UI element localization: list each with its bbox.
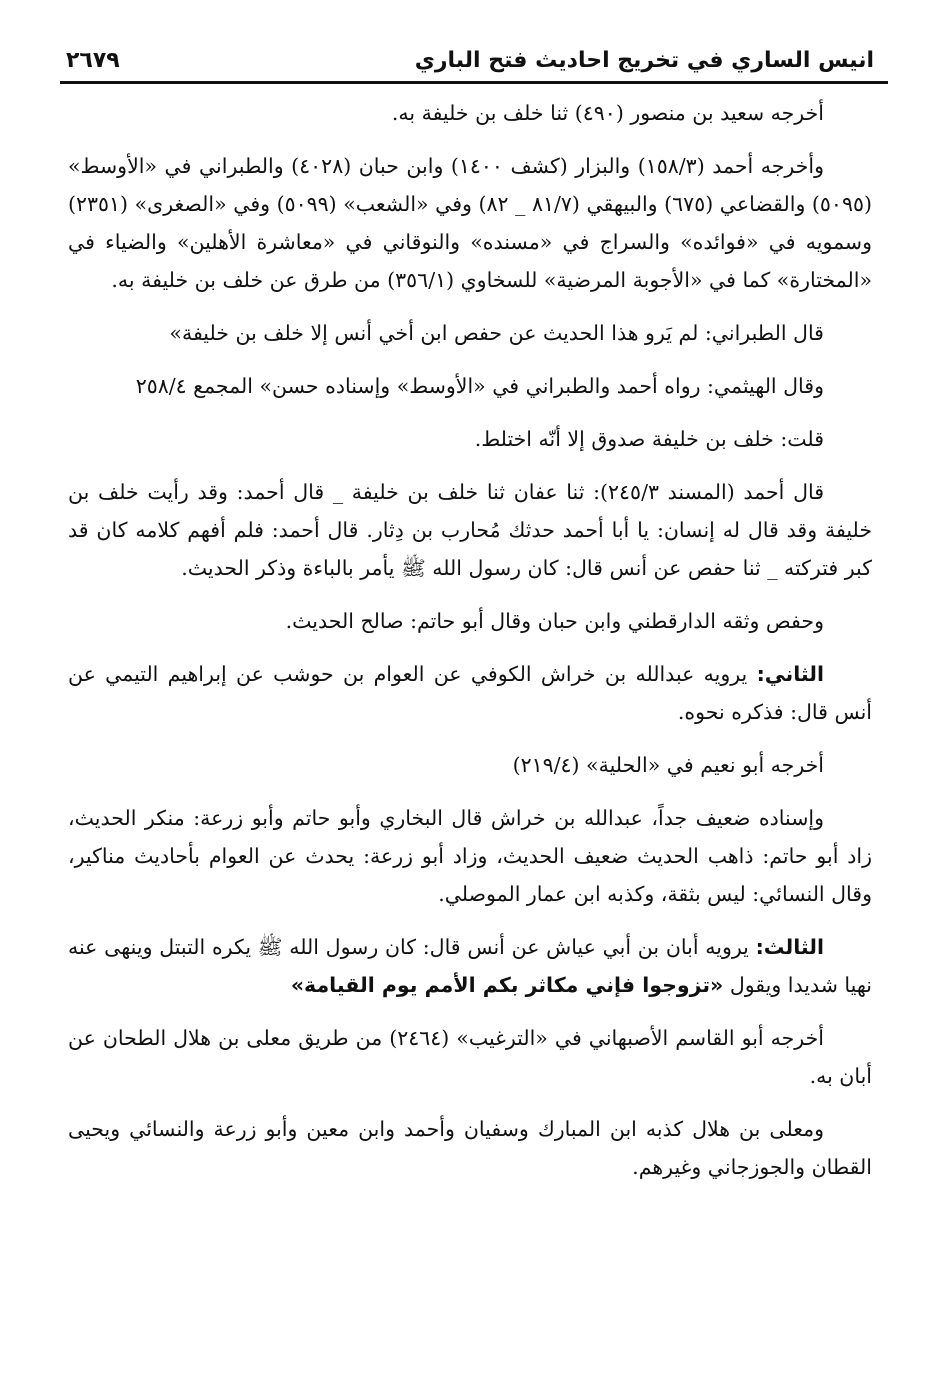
paragraph (68, 928, 872, 1004)
paragraph-text: يرويه عبدالله بن خراش الكوفي عن العوام بن حوشب عن إبراهيم التيمي عن أنس قال: فذكره نحوه. (68, 662, 872, 724)
paragraph (68, 473, 872, 587)
section-lead: الثالث: (755, 935, 824, 959)
paragraph (68, 746, 872, 784)
paragraph-text: وأخرجه أحمد (١٥٨/٣) والبزار (كشف ١٤٠٠) وابن حبان (٤٠٢٨) والطبراني في «الأوسط» (٥٠٩٥) والقضاعي (٦٧٥) والبيهقي (٨١/٧ _ ٨٢) وفي «الشعب» (٥٠٩٩) وفي «الصغرى» (٢٣٥١) وسمويه في «فوائده» والسراج في «مسنده» والنوقاني في «معاشرة الأهلين» والضياء في «المختارة» كما في «الأجوبة المرضية» للسخاوي (٣٥٦/١) من طرق عن خلف بن خليفة به. (68, 154, 872, 292)
paragraph-text: وإسناده ضعيف جداً، عبدالله بن خراش قال البخاري وأبو حاتم وأبو زرعة: منكر الحديث، زاد أبو حاتم: ذاهب الحديث ضعيف الحديث، وزاد أبو زرعة: يحدث عن العوام بأحاديث مناكير، وقال النسائي: ليس بثقة، وكذبه ابن عمار الموصلي. (68, 806, 872, 906)
paragraph-text: قلت: خلف بن خليفة صدوق إلا أنّه اختلط. (474, 427, 824, 451)
paragraph-text: يرويه أبان بن أبي عياش عن أنس قال: كان رسول الله ﷺ يكره التبتل وينهى عنه نهيا شديدا ويقول (68, 935, 872, 997)
paragraph-text: قال الطبراني: لم يَرو هذا الحديث عن حفص ابن أخي أنس إلا خلف بن خليفة» (169, 321, 824, 345)
paragraph (68, 799, 872, 913)
paragraph-text: قال أحمد (المسند ٢٤٥/٣): ثنا عفان ثنا خلف بن خليفة _ قال أحمد: وقد رأيت خلف بن خليفة وقد قال له إنسان: يا أبا أحمد حدثك مُحارب بن دِثار. قال أحمد: فلم أفهم كلامه كان قد كبر فتركته _ ثنا حفص عن أنس قال: كان رسول الله ﷺ يأمر بالباءة وذكر الحديث. (68, 480, 872, 580)
book-title: انيس الساري في تخريج احاديث فتح الباري (414, 48, 874, 73)
paragraph (68, 1110, 872, 1186)
paragraph-text: أخرجه أبو القاسم الأصبهاني في «الترغيب» (٢٤٦٤) من طريق معلى بن هلال الطحان عن أبان به. (68, 1026, 872, 1088)
paragraph-text: أخرجه سعيد بن منصور (٤٩٠) ثنا خلف بن خليفة به. (391, 101, 824, 125)
paragraph-text: وقال الهيثمي: رواه أحمد والطبراني في «الأوسط» وإسناده حسن» المجمع ٢٥٨/٤ (135, 374, 824, 398)
paragraph (68, 602, 872, 640)
page-body (68, 94, 872, 1201)
page-number: ٢٦٧٩ (66, 48, 120, 73)
paragraph-text: أخرجه أبو نعيم في «الحلية» (٢١٩/٤) (512, 753, 824, 777)
hadith-quote: «تزوجوا فإني مكاثر بكم الأمم يوم القيامة» (290, 973, 724, 997)
paragraph (68, 94, 872, 132)
paragraph (68, 314, 872, 352)
paragraph-text: وحفص وثقه الدارقطني وابن حبان وقال أبو حاتم: صالح الحديث. (285, 609, 824, 633)
paragraph (68, 655, 872, 731)
paragraph-text: ومعلى بن هلال كذبه ابن المبارك وسفيان وأحمد وابن معين وأبو زرعة والنسائي ويحيى القطان والجوزجاني وغيرهم. (68, 1117, 872, 1179)
paragraph (68, 367, 872, 405)
running-header (60, 38, 888, 84)
paragraph (68, 420, 872, 458)
section-lead: الثاني: (756, 662, 824, 686)
paragraph (68, 1019, 872, 1095)
paragraph (68, 147, 872, 299)
header-rule (60, 81, 888, 84)
